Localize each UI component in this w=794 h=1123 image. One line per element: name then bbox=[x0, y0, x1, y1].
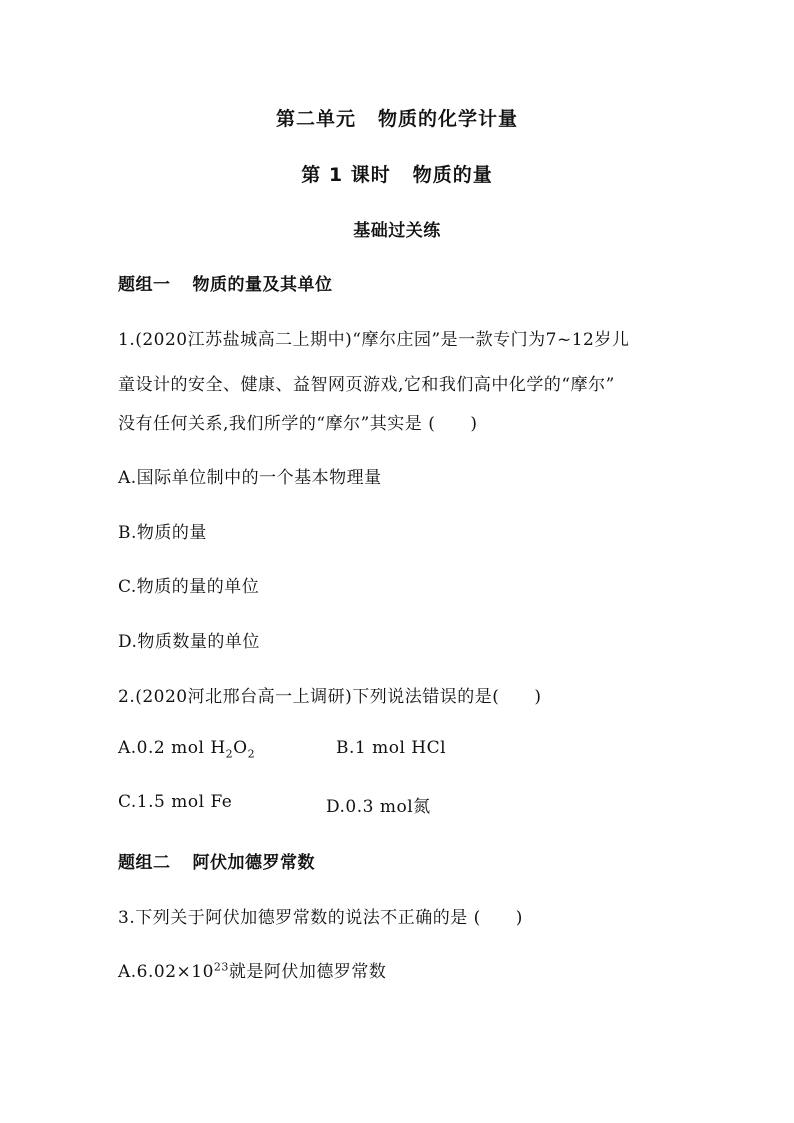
q3-stem: 3.下列关于阿伏加德罗常数的说法不正确的是 ( ) bbox=[118, 908, 523, 928]
q1-option-d: D.物质数量的单位 bbox=[118, 632, 260, 652]
lesson-title: 第 1 课时 物质的量 bbox=[301, 164, 493, 186]
section-title: 基础过关练 bbox=[353, 221, 441, 241]
unit-title: 第二单元 物质的化学计量 bbox=[275, 108, 519, 130]
q1-option-b: B.物质的量 bbox=[118, 523, 207, 543]
q2-stem: 2.(2020河北邢台高一上调研)下列说法错误的是( ) bbox=[118, 687, 542, 707]
q1-stem-line2: 童设计的安全、健康、益智网页游戏,它和我们高中化学的“摩尔” bbox=[118, 375, 615, 395]
q2-option-b: B.1 mol HCl bbox=[336, 738, 447, 758]
group2-heading: 题组二 阿伏加德罗常数 bbox=[118, 853, 315, 873]
q1-option-a: A.国际单位制中的一个基本物理量 bbox=[118, 468, 382, 488]
q1-stem-line3: 没有任何关系,我们所学的“摩尔”其实是 ( ) bbox=[118, 414, 478, 434]
q1-option-c: C.物质的量的单位 bbox=[118, 577, 260, 597]
q1-stem-line1: 1.(2020江苏盐城高二上期中)“摩尔庄园”是一款专门为7~12岁儿 bbox=[118, 330, 630, 350]
q2-option-a: A.0.2 mol $H_2O_2$ bbox=[118, 738, 256, 761]
q3-option-a: $A.6.02\times 10^{23}$就是阿伏加德罗常数 bbox=[118, 960, 387, 982]
group1-heading: 题组一 物质的量及其单位 bbox=[118, 275, 333, 295]
q2-option-d: D.0.3 mol氮 bbox=[326, 797, 431, 817]
q2-option-c: C.1.5 mol Fe bbox=[118, 792, 233, 812]
